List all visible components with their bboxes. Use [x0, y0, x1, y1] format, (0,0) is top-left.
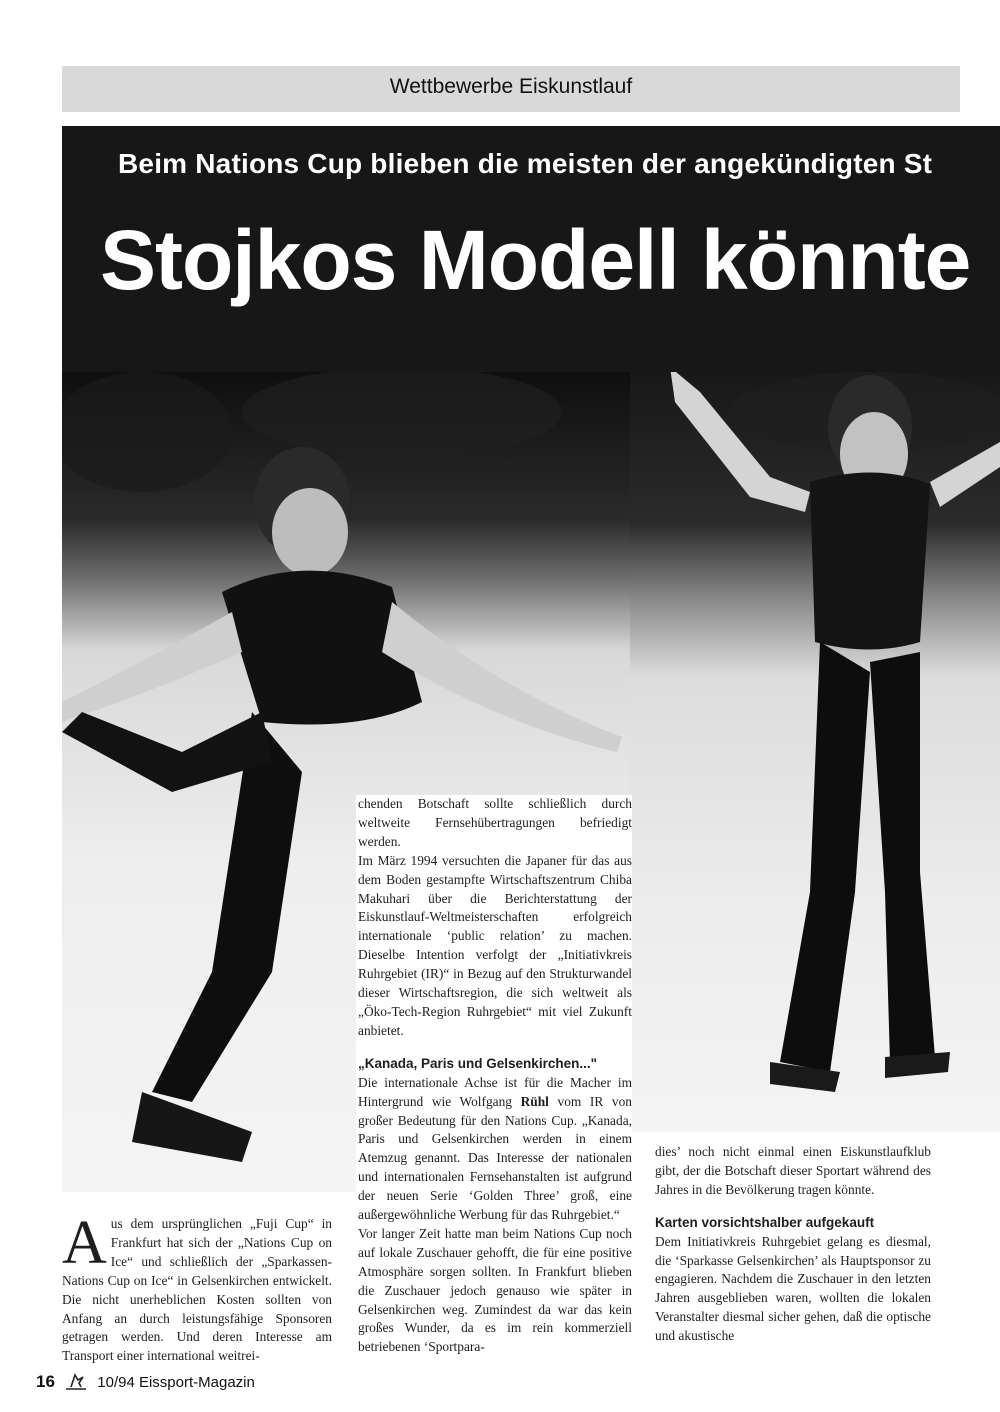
skater-logo-icon — [63, 1371, 89, 1391]
headline: Stojkos Modell könnte — [100, 213, 971, 307]
text-run: vom IR von großer Bedeutung für den Nations Cup. „Kanada, Paris und Gelsenkirchen werden in einem Atemzug genannt. Das Interesse der nationalen und internationalen Fernsehanstalten ist aufgrund der neuen Serie ‘Golden Three’ groß, eine außergewöhnliche Werbung für das Ruhrgebiet.“ — [358, 1093, 632, 1223]
skater-figure-right — [630, 372, 1000, 1132]
name-bold: Rühl — [520, 1093, 549, 1109]
page-footer — [36, 1371, 255, 1392]
article-column-right — [655, 1143, 931, 1346]
text-run: Die internationale Achse ist für die Macher im Hintergrund wie Wolfgang — [358, 1074, 632, 1109]
page-number: 16 — [36, 1372, 55, 1391]
section-header-bar — [62, 66, 960, 112]
paragraph: chenden Botschaft sollte schließlich durch weltweite Fernsehübertragungen befriedigt werden. — [358, 796, 632, 849]
article-column-middle — [356, 795, 632, 1357]
paragraph: Vor langer Zeit hatte man beim Nations Cup noch auf lokale Zuschauer gehofft, die für eine positive Atmosphäre sorgen sollten. In Frankfurt blieben die Zuschauer jedoch genauso wie später in Gelsenkirchen weg. Zumindest da war das kein großes Wunder, da es im rein kommerziell betriebenen ‘Sportpara- — [358, 1225, 632, 1355]
kicker-line: Beim Nations Cup blieben die meisten der angekündigten St — [118, 148, 933, 179]
paragraph: Im März 1994 versuchten die Japaner für das aus dem Boden gestampfte Wirtschaftszentrum Chiba Makuhari über die Berichterstattung der Eiskunstlauf-Weltmeisterschaften erfolgreich internationale ‘public relation’ zu machen. Dieselbe Intention verfolgt der „Initiativkreis Ruhrgebiet (IR)“ in Bezug auf den Strukturwandel dieser Wirtschaftsregion, die sich weltweit als „Öko-Tech-Region Ruhrgebiet“ mit viel Zukunft anbietet. — [358, 852, 632, 1038]
headline-band — [62, 126, 1000, 372]
issue-label: 10/94 Eissport-Magazin — [97, 1374, 255, 1391]
drop-cap: A — [62, 1209, 107, 1277]
paragraph — [358, 1074, 632, 1225]
text-run: us dem ursprünglichen „Fuji Cup“ in Frankfurt hat sich der „Nations Cup on Ice“ und schließlich der „Sparkassen-Nations Cup on Ice“ in Gelsenkirchen entwickelt. Die nicht unerheblichen Kosten sollten von Anfang an durch leistungsfähige Sponsoren getragen werden. Und deren Interesse am Transport einer international weitrei- — [62, 1216, 332, 1364]
paragraph: Dem Initiativkreis Ruhrgebiet gelang es diesmal, die ‘Sparkasse Gelsenkirchen’ als Hauptsponsor zu engagieren. Nachdem die Zuschauer in den letzten Jahren ausgeblieben waren, wollten die lokalen Veranstalter diesmal sicher gehen, daß die optische und akustische — [655, 1233, 931, 1344]
subheading-karten: Karten vorsichtshalber aufgekauft — [655, 1214, 875, 1230]
section-title: Wettbewerbe Eiskunstlauf — [389, 75, 633, 98]
skater-photo-right — [630, 372, 1000, 1132]
article-column-left — [62, 1209, 332, 1366]
paragraph: dies’ noch nicht einmal einen Eiskunstlaufklub gibt, der die Botschaft dieser Sportart während des Jahres in die Bevölkerung tragen könnte. — [655, 1144, 931, 1197]
paragraph — [62, 1209, 332, 1366]
subheading-kanada: „Kanada, Paris und Gelsenkirchen..." — [358, 1055, 597, 1071]
